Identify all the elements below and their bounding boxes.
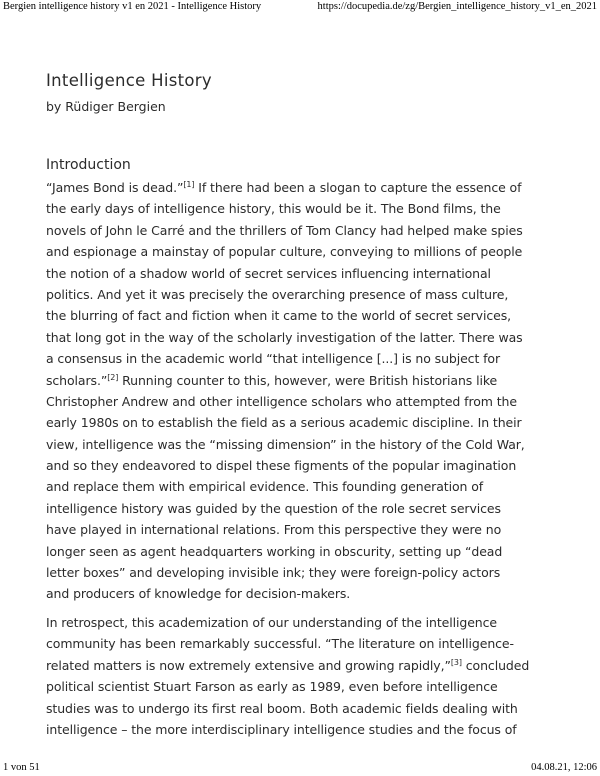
paragraph-line: the blurring of fact and fiction when it came to the world of secret services, bbox=[46, 308, 512, 324]
paragraph-1 bbox=[46, 177, 525, 605]
paragraph-line: and espionage a mainstay of popular culture, conveying to millions of people bbox=[46, 244, 523, 260]
paragraph-line: and producers of knowledge for decision-makers. bbox=[46, 586, 351, 602]
print-header bbox=[0, 0, 600, 16]
paragraph-line: Christopher Andrew and other intelligence scholars who attempted from the bbox=[46, 393, 517, 409]
page-counter: 1 von 51 bbox=[3, 762, 40, 773]
paragraph-2 bbox=[46, 612, 529, 740]
section-heading-introduction: Introduction bbox=[46, 157, 131, 173]
paragraph-line: In retrospect, this academization of our understanding of the intelligence bbox=[46, 615, 497, 630]
paragraph-line: the notion of a shadow world of secret services influencing international bbox=[46, 265, 491, 281]
paragraph-line: intelligence history was guided by the question of the role secret services bbox=[46, 500, 501, 516]
print-timestamp: 04.08.21, 12:06 bbox=[531, 762, 597, 773]
paragraph-line: community has been remarkably successful. “The literature on intelligence- bbox=[46, 636, 514, 652]
paragraph-line: a consensus in the academic world “that intelligence [...] is no subject for bbox=[46, 351, 501, 367]
print-header-url: https://docupedia.de/zg/Bergien_intelligence_history_v1_en_2021 bbox=[317, 1, 597, 12]
footnote-link-1[interactable]: [1] bbox=[183, 179, 195, 189]
footnote-link-3[interactable]: [3] bbox=[450, 657, 462, 667]
paragraph-line: and replace them with empirical evidence. This founding generation of bbox=[46, 479, 484, 495]
paragraph-line: the early days of intelligence history, this would be it. The Bond films, the bbox=[46, 201, 501, 217]
paragraph-line: politics. And yet it was precisely the overarching presence of mass culture, bbox=[46, 286, 509, 302]
print-footer bbox=[0, 760, 600, 776]
paragraph-line: have played in international relations. From this perspective they were no bbox=[46, 522, 502, 538]
article-byline: by Rüdiger Bergien bbox=[46, 99, 166, 114]
paragraph-line: letter boxes” and developing invisible ink; they were foreign-policy actors bbox=[46, 565, 501, 581]
footnote-link-2[interactable]: [2] bbox=[107, 372, 119, 382]
paragraph-line: political scientist Stuart Farson as early as 1989, even before intelligence bbox=[46, 679, 498, 695]
article-title: Intelligence History bbox=[46, 71, 212, 90]
paragraph-line: novels of John le Carré and the thrillers of Tom Clancy had helped make spies bbox=[46, 222, 523, 238]
paragraph-line: scholars.”[2] Running counter to this, however, were British historians like bbox=[46, 372, 498, 388]
paragraph-line: “James Bond is dead.”[1] If there had been a slogan to capture the essence of bbox=[46, 179, 522, 195]
paragraph-line: that long got in the way of the scholarly investigation of the latter. There was bbox=[46, 329, 523, 345]
paragraph-line: and so they endeavored to dispel these figments of the popular imagination bbox=[46, 458, 517, 474]
print-header-title: Bergien intelligence history v1 en 2021 - Intelligence History bbox=[3, 1, 262, 12]
paragraph-line: early 1980s on to establish the field as a serious academic discipline. In their bbox=[46, 415, 522, 431]
paragraph-line: intelligence – the more interdisciplinary intelligence studies and the focus of bbox=[46, 721, 517, 737]
paragraph-line: view, intelligence was the “missing dimension” in the history of the Cold War, bbox=[46, 436, 525, 452]
paragraph-line: related matters is now extremely extensive and growing rapidly,”[3] concluded bbox=[46, 657, 530, 673]
paragraph-line: studies was to undergo its first real boom. Both academic fields dealing with bbox=[46, 700, 518, 716]
paragraph-line: longer seen as agent headquarters working in obscurity, setting up “dead bbox=[46, 543, 503, 559]
